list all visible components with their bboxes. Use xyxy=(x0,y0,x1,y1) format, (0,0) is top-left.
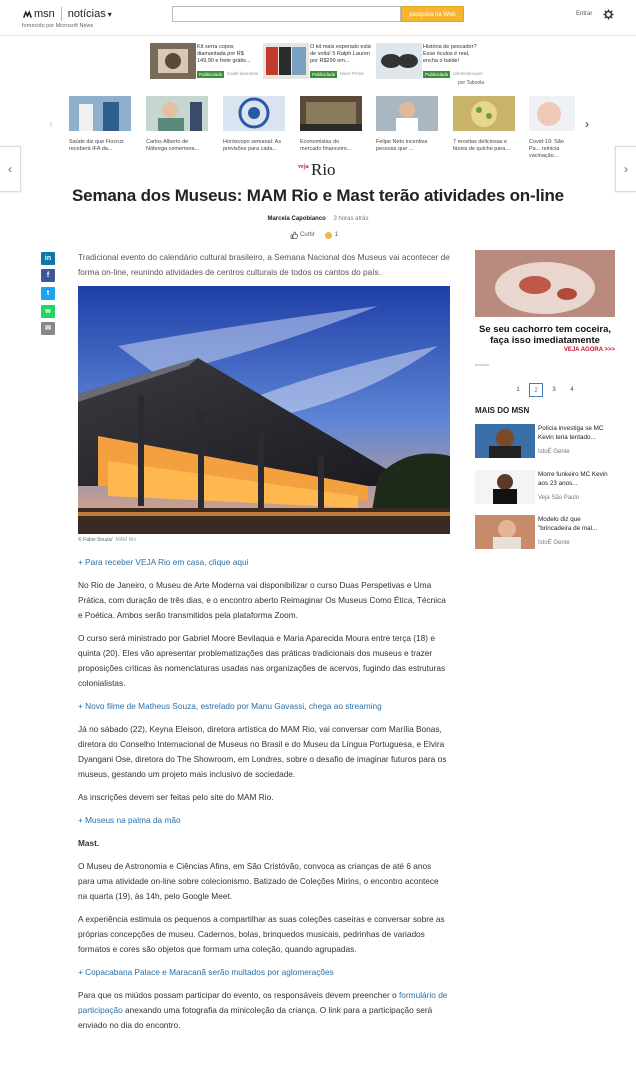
gear-icon[interactable] xyxy=(603,9,614,20)
page-button[interactable]: 4 xyxy=(570,387,574,393)
ad-badge: Publicidade xyxy=(312,72,336,77)
carousel-caption: Economistas do mercado financeiro... xyxy=(300,139,352,152)
chevron-down-icon[interactable]: ▾ xyxy=(107,9,112,19)
ad-item[interactable] xyxy=(263,43,373,81)
paragraph-text: anexando uma fotografia da minicoleção da criança. O link para a participação será enviado no dia do encontro. xyxy=(78,1005,433,1030)
msn-logo[interactable] xyxy=(22,7,112,21)
search-input[interactable] xyxy=(172,6,401,22)
ad-image xyxy=(263,43,309,79)
whatsapp-share-icon[interactable]: w xyxy=(41,305,55,318)
carousel-caption: Saúde diz que Fiocruz receberá IFA da... xyxy=(69,139,124,152)
more-thumbnail xyxy=(475,470,535,504)
related-link[interactable]: + Novo filme de Matheus Souza, estrelado por Manu Gavassi, chega ao streaming xyxy=(78,701,382,711)
paragraph: A experiência estimula os pequenos a compartilhar as suas coleções caseiras e conversar sobre as próprias concepções de museu. Cadernos, bolas, brinquedos musicais, pedrinhas de variados formatos e cores são objetos que formam uma coleção, quando agrupadas. xyxy=(78,914,445,954)
ad-pager xyxy=(511,383,579,397)
brand-label: msn xyxy=(34,8,55,20)
publisher-logo-small: veja xyxy=(298,164,309,170)
carousel-item[interactable] xyxy=(453,96,515,153)
article-title: Semana dos Museus: MAM Rio e Mast terão atividades on-line xyxy=(72,186,564,205)
more-item[interactable] xyxy=(475,424,615,460)
more-title: Modelo diz que "brincadeira de mal... xyxy=(538,516,598,532)
top-bar xyxy=(0,0,636,36)
linkedin-share-icon[interactable]: in xyxy=(41,252,55,265)
thumbs-up-icon[interactable] xyxy=(290,231,298,239)
carousel-item[interactable] xyxy=(529,96,575,160)
paragraph: O Museu de Astronomia e Ciências Afins, em São Cristóvão, convoca as crianças de até 6 anos para uma atividade on-line sobre colecionismo. Batizado de Coleções Mirins, o encontro acontece na quarta (19), às 14h, pelo Google Meet. xyxy=(78,861,439,901)
carousel-prev-icon[interactable]: ‹ xyxy=(49,117,53,131)
more-title: Polícia investiga se MC Kevin teria tentado... xyxy=(538,425,604,441)
subheading: Mast. xyxy=(78,838,100,848)
previous-article-button[interactable]: ‹ xyxy=(0,146,21,192)
related-link[interactable]: + Copacabana Palace e Maracanã serão multados por aglomerações xyxy=(78,967,334,977)
more-source: IstoÉ Gente xyxy=(538,540,570,546)
ad-source: Sodal diamante xyxy=(227,71,259,76)
author-name[interactable]: Marcela Capobianco xyxy=(267,216,326,222)
carousel-item[interactable] xyxy=(376,96,438,153)
credit-source: MAM Rio xyxy=(115,537,137,543)
sponsored-banner xyxy=(150,43,486,87)
more-thumbnail xyxy=(475,515,535,549)
participation-form-link[interactable]: formulário de participação xyxy=(78,990,448,1015)
twitter-share-icon[interactable]: t xyxy=(41,287,55,300)
carousel-next-icon[interactable]: › xyxy=(585,117,589,131)
page-button[interactable]: 3 xyxy=(552,387,556,393)
more-item[interactable] xyxy=(475,470,615,506)
ad-badge: Publicidade xyxy=(199,72,223,77)
ad-source: oferteclemoper xyxy=(453,71,484,76)
more-source: Veja São Paulo xyxy=(538,495,580,501)
page-button[interactable]: 1 xyxy=(516,387,520,393)
paragraph: O curso será ministrado por Gabriel Moore Bevilaqua e Maria Aparecida Moura entre terça (18) e quinta (20). Eles vão apresentar problematizações das práticas tradicionais dos museus e trazer proposições críticas às nomenclaturas usadas nas organizações de acervos, fugindo das estruturas colonialistas. xyxy=(78,633,446,688)
ad-image xyxy=(150,43,196,79)
carousel-thumbnail xyxy=(223,96,285,131)
paragraph xyxy=(78,988,450,1033)
next-article-button[interactable]: › xyxy=(615,146,636,192)
carousel-caption: 7 receitas deliciosas e fáceis de quiche para... xyxy=(453,139,510,152)
carousel-caption: Covid-19: São Pa... reinicia vacinação... xyxy=(529,139,564,159)
carousel-thumbnail xyxy=(69,96,131,131)
more-source: IstoÉ Gente xyxy=(538,449,570,455)
more-from-msn-heading: MAIS DO MSN xyxy=(475,406,530,415)
paragraph-text: Para que os miúdos possam participar do evento, os responsáveis devem preencher o xyxy=(78,990,399,1000)
web-search-button[interactable]: pesquisa na Web xyxy=(401,6,464,22)
credit-author: © Fabio Souza/ xyxy=(78,537,113,543)
ad-badge: Publicidade xyxy=(425,72,449,77)
photo-credit xyxy=(78,537,450,543)
ad-sponsor: anúncio xyxy=(475,362,490,367)
publisher-logo-large: Rio xyxy=(311,160,336,179)
email-share-icon[interactable]: ✉ xyxy=(41,322,55,335)
signin-link[interactable]: Entrar xyxy=(576,11,593,17)
reactions-bar xyxy=(290,231,338,239)
paragraph: Já no sábado (22), Keyna Eleison, diretora artística do MAM Rio, vai conversar com Marília Bonas, diretora do Conselho Internacional de Museus no Brasil e do Museu da Língua Portuguesa, e Elvira Dyangani Ose, diretora do The Showroom, em Londres, sobre o desafio de imaginar futuros para os museus, gestando um projeto mais inclusivo de sociedade. xyxy=(78,724,447,779)
carousel-item[interactable] xyxy=(223,96,285,153)
ad-source: Mass Prime xyxy=(340,71,364,76)
byline xyxy=(0,216,636,222)
ad-item[interactable] xyxy=(376,43,486,81)
carousel-thumbnail xyxy=(300,96,362,131)
related-link[interactable]: + Para receber VEJA Rio em casa, clique aqui xyxy=(78,557,249,567)
ad-cta[interactable]: VEJA AGORA >>> xyxy=(563,347,615,353)
reaction-count: 1 xyxy=(334,232,339,238)
ad-item[interactable] xyxy=(150,43,260,81)
ad-headline: Se seu cachorro tem coceira, faça isso imediatamente xyxy=(478,324,611,346)
carousel-thumbnail xyxy=(529,96,575,131)
carousel-caption: Horóscopo semanal: As previsões para cada... xyxy=(223,139,282,152)
carousel-item[interactable] xyxy=(69,96,131,153)
article-body xyxy=(78,250,450,1041)
provided-by: fornecido por Microsoft News xyxy=(22,23,94,29)
carousel-caption: Carlos Alberto de Nóbrega comemora... xyxy=(146,139,200,152)
more-thumbnail xyxy=(475,424,535,458)
taboola-label: por Taboola xyxy=(458,80,485,86)
logo-divider xyxy=(61,7,62,21)
like-label[interactable]: Curtir xyxy=(300,232,315,238)
carousel-thumbnail xyxy=(146,96,208,131)
ad-text: Kit serra copos diamantada por R$ 149,90 e frete grátis... xyxy=(197,44,251,64)
ad-text: História de pescador? Esse óculos é real, encha o balde! xyxy=(423,44,477,64)
related-link[interactable]: + Museus na palma da mão xyxy=(78,815,181,825)
ad-image xyxy=(475,250,615,317)
ad-image xyxy=(376,43,422,79)
paragraph: As inscrições devem ser feitas pelo site do MAM Rio. xyxy=(78,792,274,802)
carousel-caption: Felipe Neto incentiva pessoas que ... xyxy=(376,139,428,152)
more-title: Morre funkeiro MC Kevin aos 23 anos... xyxy=(538,471,608,487)
hero-image[interactable] xyxy=(78,286,450,534)
reaction-emoji-icon[interactable] xyxy=(325,232,332,239)
ad-text: O kit mais esperado está de volta! 5 Ralph Lauren por R$299 em... xyxy=(310,44,371,64)
paragraph: No Rio de Janeiro, o Museu de Arte Moderna vai disponibilizar o curso Duas Perspetivas e Uma Prática, com duração de três dias, e o encontro aberto Reimaginar Os Museus Como Ética, Técnica e Poética. Ambos serão transmitidos pela plataforma Zoom. xyxy=(78,580,446,620)
sidebar-ad[interactable] xyxy=(475,250,615,370)
carousel-thumbnail xyxy=(376,96,438,131)
msn-butterfly-icon xyxy=(22,8,33,20)
facebook-share-icon[interactable]: f xyxy=(41,269,55,282)
carousel-item[interactable] xyxy=(146,96,208,153)
publish-time: 3 horas atrás xyxy=(333,216,369,222)
article-lead: Tradicional evento do calendário cultural brasileiro, a Semana Nacional dos Museus vai acontecer de forma on-line, reunindo atividades de centros culturais de todos os cantos do país. xyxy=(78,252,450,277)
section-label[interactable]: notícias xyxy=(67,8,106,20)
carousel-item[interactable] xyxy=(300,96,362,153)
page-button-active[interactable]: 2 xyxy=(529,383,543,397)
more-item[interactable] xyxy=(475,515,615,551)
carousel-thumbnail xyxy=(453,96,515,131)
